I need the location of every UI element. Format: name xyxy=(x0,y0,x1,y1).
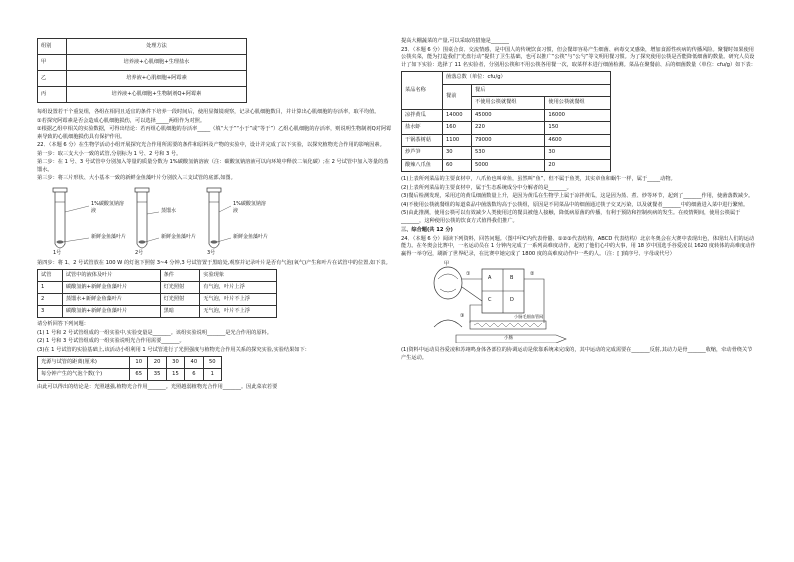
table-header: 条件 xyxy=(160,270,200,282)
table-cell: 14000 xyxy=(443,109,472,122)
question-item: (2)上表所列菜品的主要食材中，属于生态系统成分中分解者的是_______。 xyxy=(401,184,572,191)
table-header: 试管 xyxy=(38,270,63,282)
table-cell: 79000 xyxy=(472,134,545,147)
question-item: 提高大棚蔬菜的产量,可以采取的措施是_______ xyxy=(401,38,509,44)
table-cell: 有气泡，叶片上浮 xyxy=(200,282,277,294)
table-row xyxy=(402,134,611,147)
table-cell: 35 xyxy=(148,369,166,381)
left-column xyxy=(37,38,392,393)
label-n2: ② xyxy=(530,271,535,278)
table-cell: 培养液+心肌细胞+阿霉素 xyxy=(67,71,247,87)
table-row xyxy=(38,369,222,381)
table-cell: 无气泡，叶片不上浮 xyxy=(200,306,277,318)
table-row xyxy=(402,109,611,122)
question-item: ②根据乙组中相关的实验数据，可得出结论：若丙组心肌细胞的存活率_____（填“大于”“小于”或“等于”）乙组心肌细胞的存活率，则说明生物制剂Q对阿霉素导致的心肌细胞损伤具有保护作用。 xyxy=(37,126,392,140)
table-header: 光源与试管的距离(厘米) xyxy=(38,357,130,369)
table-cell: 干锅茶树菇 xyxy=(402,134,443,147)
question-item: (5)由此推测，使用公筷可以有效减少人类使用过的餐具被他人接触，降低病原菌的传播，有利于预防和控制疾病的发生。在疫情期间，使用公筷属于_______，这种使用公筷的饮食方式值得我们推广。 xyxy=(401,210,741,224)
step-text: 第二步：在 1 号、3 号试管中分别加入等量的质量分数为 1%碳酸氢钠溶液（注：碳酸氢钠溶液可以向环境中释放二氧化碳）;在 2 号试管中加入等量的蒸馏水。 xyxy=(37,159,389,173)
table-cell: 炒芦笋 xyxy=(402,147,443,160)
table-cell: 培养液+心肌细胞+生物制剂Q+阿霉素 xyxy=(67,87,247,103)
table-cell: 无气泡，叶片不上浮 xyxy=(200,294,277,306)
table-row xyxy=(38,282,277,294)
step-text: 第三步：将三片形状、大小基本一致的新鲜金鱼藻叶片分别放入三支试管的底部,如图。 xyxy=(37,175,236,182)
right-column xyxy=(401,38,756,364)
question-item: (4)不使用公筷就餐组的每道菜品中菌落数均高于公筷组，原因是不同菜品中的细菌通过筷子交叉污染，以及就餐者_______中的细菌进入菜中进行繁殖。 xyxy=(401,201,749,208)
table-cell: 6 xyxy=(185,369,203,381)
table-cell: 3 xyxy=(38,306,63,318)
result-table xyxy=(37,269,277,318)
tube1-liquid-label: 1%碳酸氢钠溶液 xyxy=(91,200,124,215)
label-D: D xyxy=(510,297,514,304)
table-cell: 530 xyxy=(472,147,545,160)
light-distance-table xyxy=(37,356,222,381)
table-cell: 灯光照射 xyxy=(160,294,200,306)
table-row xyxy=(402,147,611,160)
table-cell: 30 xyxy=(166,357,184,369)
table-cell: 4600 xyxy=(545,134,611,147)
step-text: 第四步：将 1、2 号试管放在 100 W 的灯泡下照射 3~4 分钟,3 号试管置于黑暗处,观察并记录叶片是否有气泡(氧气)产生和叶片在试管中的位置,如下表。 xyxy=(37,259,391,266)
table-cell: 10 xyxy=(130,357,148,369)
label-capillary: 小肠毛细血管网 xyxy=(514,314,544,320)
table-cell: 1 xyxy=(38,282,63,294)
table-row xyxy=(38,357,222,369)
question-item: ①若探究阿霉素是否会造成心肌细胞损伤，可以选择_____两组作为对照。 xyxy=(37,117,206,124)
tube1-leaf-label: 新鲜金鱼藻叶片 xyxy=(91,233,127,240)
table-cell: 黑暗 xyxy=(160,306,200,318)
label-n3: ③ xyxy=(460,313,465,320)
table-cell: 20 xyxy=(545,159,611,172)
table-cell: 凉拌黄瓜 xyxy=(402,109,443,122)
circulation-diagram xyxy=(426,261,576,343)
table-cell: 16000 xyxy=(545,109,611,122)
table-cell: 5000 xyxy=(472,159,545,172)
step-text: 第一步：取三支大小一致的试管,分别标为 1 号、2 号和 3 号。 xyxy=(37,150,182,157)
table-cell: 15 xyxy=(166,369,184,381)
question-item: (1)上表所列菜品的主要食材中，八爪鱼也叫章鱼，虽然叫“鱼”，但不属于鱼类，其实章鱼和蜗牛一样，属于_____动物。 xyxy=(401,176,676,183)
table-cell: 30 xyxy=(443,147,472,160)
table-cell: 30 xyxy=(545,147,611,160)
label-B: B xyxy=(510,275,514,282)
question-item: (3)餐后检测发现，采用过的黄瓜细菌数量上升，是因为黄瓜在生物学上属于凉拌黄瓜，这是因为蒸、煮、炒等环节，起到了_______作用，使菌落数减少。 xyxy=(401,193,754,200)
table-cell: 蒸馏水+新鲜金鱼藻叶片 xyxy=(62,294,160,306)
test-tube-figure xyxy=(47,186,277,258)
label-C: C xyxy=(488,297,492,304)
table-cell: 酸辣八爪鱼 xyxy=(402,159,443,172)
table-header: 实验现象 xyxy=(200,270,277,282)
table-row xyxy=(38,87,247,103)
label-intestine: 小肠 xyxy=(504,336,513,342)
table-cell: 碳酸氢钠+新鲜金鱼藻叶片 xyxy=(62,306,160,318)
tube3-leaf-label: 新鲜金鱼藻叶片 xyxy=(233,233,269,240)
question-item: (1)资料中运动员谷爱凌和苏翊鸣身体各部位的协调运动是依靠系统来完成的，其中运动的完成需要在_______反射,其动力是骨_______收缩，牵动骨绕关节产生运动。 xyxy=(401,347,753,361)
paragraph: 每组设置若干个重复组，各组在相同且适宜的条件下培养一段时间后，使用显微镜观察，记录心肌细胞数目，并计算出心肌细胞的存活率，取平均值。 xyxy=(37,109,380,115)
bacteria-table xyxy=(401,71,611,172)
table-cell: 1100 xyxy=(443,134,472,147)
table-cell: 2 xyxy=(38,294,63,306)
label-jia: 甲 xyxy=(444,261,450,268)
table-cell: 60 xyxy=(443,159,472,172)
table-cell: 220 xyxy=(472,122,545,135)
question-intro: 22．（本题 6 分）在生物学活动小组开展探究光合作用所需要的条件和原料及产物的实验中，设计并完成了以下实验，以探究植物光合作用的影响因素。 xyxy=(37,142,385,149)
table-cell: 灯光照射 xyxy=(160,282,200,294)
tube3-id: 3号 xyxy=(207,249,216,256)
paragraph: 请分析回答下列问题： xyxy=(37,321,89,328)
table-cell: 碳酸氢钠+新鲜金鱼藻叶片 xyxy=(62,282,160,294)
table-cell: 盐水虾 xyxy=(402,122,443,135)
table-header: 每分钟产生的气泡个数(个) xyxy=(38,369,130,381)
tube1-id: 1号 xyxy=(53,249,62,256)
table-cell: 160 xyxy=(443,122,472,135)
tube2-liquid-label: 蒸馏水 xyxy=(161,207,177,214)
table-cell: 50 xyxy=(203,357,221,369)
label-A: A xyxy=(488,275,492,282)
section-heading: 三、综合题(共 12 分) xyxy=(401,227,453,234)
question-intro: 24．（本题 6 分）阅读下列资料，回答问题。（图中甲C内代表骨骼、①②③代表结构，ABCD 代表结构）北京冬奥会在大赛中表现出色，体现出人们的运动能力。在冬奥会比赛中，一名运动员在 1 分钟内完成了一系列高难度动作，起初了他们心中的大事，用 18 岁中国选手谷爱凌以 1620 度转体的高难度动作赢得一举夺冠，刷新了世界纪录，在比赛中她完成了 1800 度的高难度动作中一些的人。（注：[ ]填序号、字母或代号） xyxy=(401,235,756,257)
table-cell: 45000 xyxy=(472,109,545,122)
label-n1: ① xyxy=(466,271,471,278)
table-cell: 150 xyxy=(545,122,611,135)
table-cell: 20 xyxy=(148,357,166,369)
table-cell: 培养液+心肌细胞+生理盐水 xyxy=(67,55,247,71)
question-item: (1) 1 号和 2 号试管组成的一组实验中,实验变量是_______。该组实验说明_______是光合作用的原料。 xyxy=(37,329,272,336)
table-header: 使用公筷就餐组 xyxy=(545,97,611,110)
table-row xyxy=(38,71,247,87)
treatment-table xyxy=(37,38,247,103)
table-row xyxy=(38,294,277,306)
table-row xyxy=(402,159,611,172)
table-cell: 65 xyxy=(130,369,148,381)
table-cell: 40 xyxy=(185,357,203,369)
table-cell: 乙 xyxy=(38,71,67,87)
tube3-liquid-label: 1%碳酸氢钠溶液 xyxy=(233,200,266,215)
question-intro: 23．（本题 6 分）围桌合食、交流情感，是中国人的传统饮食习惯，但会餐却容易产生细菌、病毒交叉感染，增加食源性疾病的传播风险。聚餐时如果使用公筷夹菜，能为打造我们“光盘行动”提供了卫生基础，也可以推广“公筷”与“公勺”等文明用餐习惯。为了探究使用公筷是否能降低细菌的数量。研究人员设计了如下实验：选择了 11 名实验者，分别用公筷和不用公筷各用餐一次，取菜样本进行细菌检测。菜品在聚餐前、后的细菌数量（单位：cfu/g）如下表： xyxy=(401,46,756,68)
question-item: (2) 1 号和 3 号试管组成的一组实验说明光合作用需要_______。 xyxy=(37,338,185,345)
table-cell: 丙 xyxy=(38,87,67,103)
table-header: 餐后 xyxy=(472,84,611,97)
table-header: 菌落总数（单位：cfu/g） xyxy=(443,72,611,85)
test-tube-drawing xyxy=(47,186,277,258)
question-item: (3)在 1 号试管的实验基础上,该活动小组利用 1 号试管进行了光照强度与植物光合作用关系的探究实验,实验结果如下： xyxy=(37,346,310,353)
tube2-leaf-label: 新鲜金鱼藻叶片 xyxy=(161,233,197,240)
table-header: 试管中的液体及叶片 xyxy=(62,270,160,282)
table-header: 餐前 xyxy=(443,84,472,109)
table-row xyxy=(38,55,247,71)
conclusion-text: 由此可以得出的结论是：光照越强,植物光合作用_______。光照越弱植物光合作用_______。因此菜农若要 xyxy=(37,384,278,391)
table-cell: 1 xyxy=(203,369,221,381)
table-header: 处理方法 xyxy=(67,39,247,55)
table-row xyxy=(38,306,277,318)
table-header: 不使用公筷就餐组 xyxy=(472,97,545,110)
table-row xyxy=(402,122,611,135)
circulation-figure xyxy=(426,261,576,343)
table-header: 组别 xyxy=(38,39,67,55)
table-header: 菜品名称 xyxy=(402,72,443,110)
tube2-id: 2号 xyxy=(135,249,144,256)
table-cell: 甲 xyxy=(38,55,67,71)
